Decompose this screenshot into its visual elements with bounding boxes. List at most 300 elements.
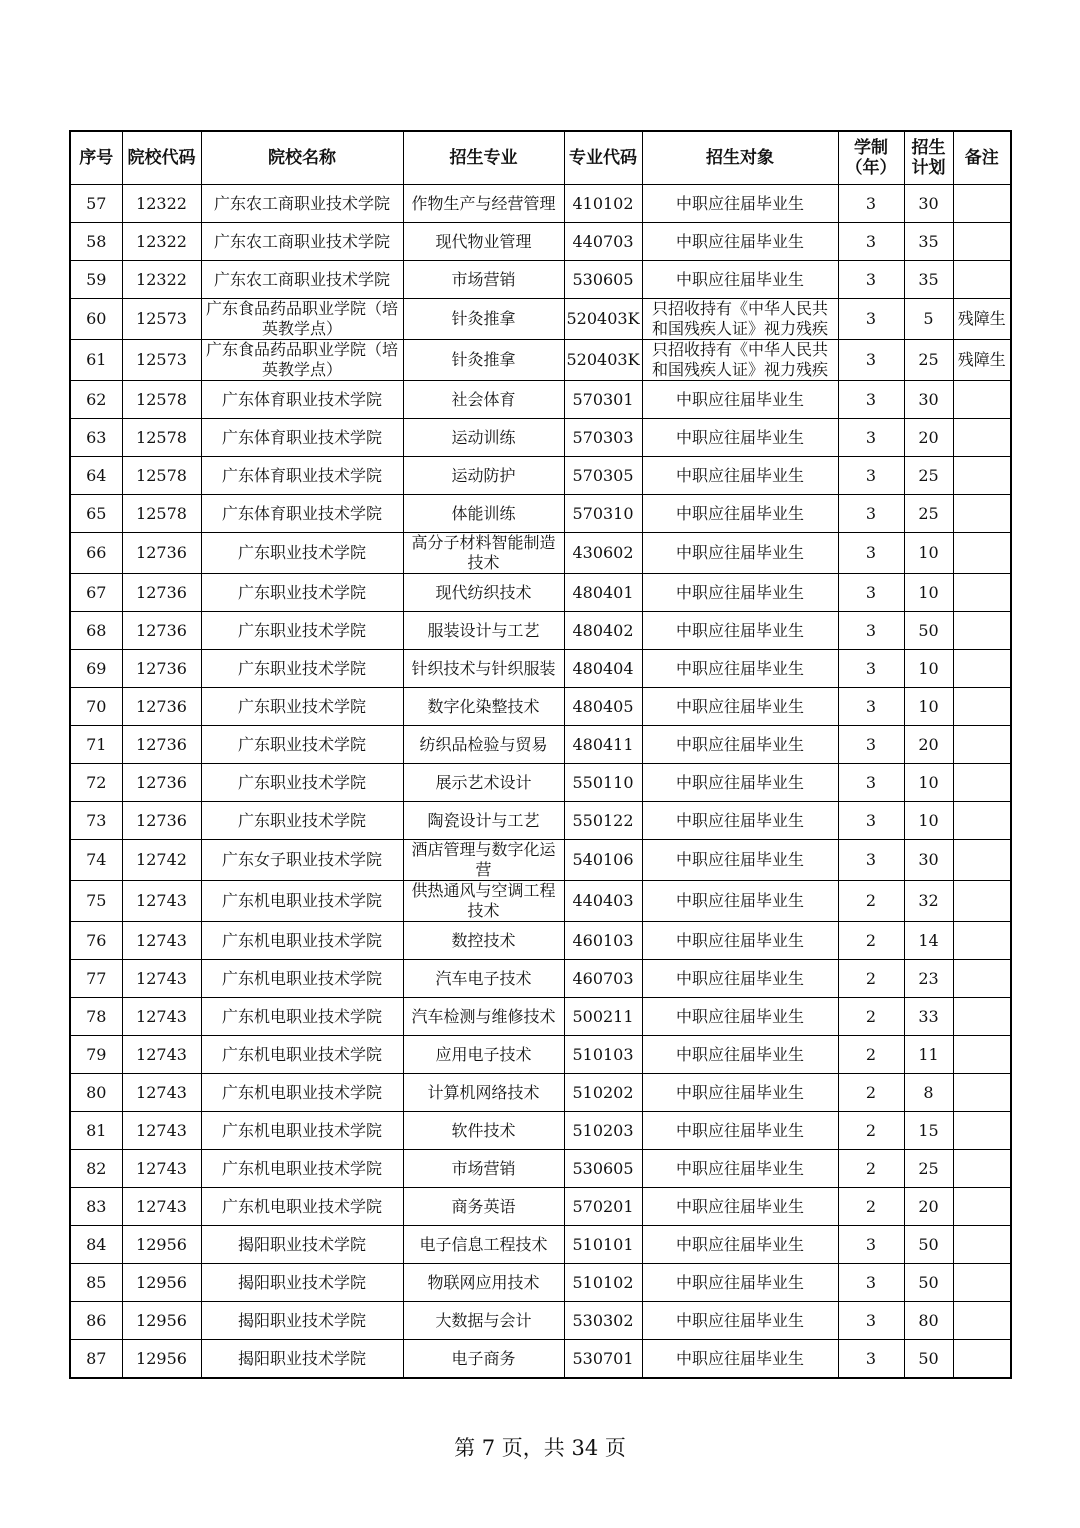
header-seq: 序号 — [70, 131, 122, 185]
header-plan — [904, 131, 953, 185]
school-name-cell: 广东体育职业技术学院 — [201, 495, 403, 533]
school-code-cell: 12743 — [122, 1074, 201, 1112]
note-cell — [953, 1226, 1011, 1264]
duration-cell: 2 — [838, 1074, 904, 1112]
duration-cell: 3 — [838, 802, 904, 840]
note-cell — [953, 922, 1011, 960]
plan-cell: 10 — [904, 764, 953, 802]
major-code-cell: 510202 — [564, 1074, 642, 1112]
major-cell: 汽车检测与维修技术 — [403, 998, 564, 1036]
note-cell: 残障生 — [953, 299, 1011, 340]
school-name-cell: 广东机电职业技术学院 — [201, 1074, 403, 1112]
major-code-cell: 520403K — [564, 340, 642, 381]
major-cell: 电子商务 — [403, 1340, 564, 1379]
major-code-cell: 570303 — [564, 419, 642, 457]
seq-cell: 62 — [70, 381, 122, 419]
target-cell: 中职应往届毕业生 — [642, 1264, 838, 1302]
table-row — [70, 1264, 1011, 1302]
table-row — [70, 419, 1011, 457]
plan-cell: 8 — [904, 1074, 953, 1112]
plan-cell: 30 — [904, 381, 953, 419]
target-cell: 中职应往届毕业生 — [642, 261, 838, 299]
school-code-cell: 12736 — [122, 574, 201, 612]
target-cell: 中职应往届毕业生 — [642, 650, 838, 688]
header-duration-line2: （年） — [845, 158, 897, 178]
seq-cell: 57 — [70, 185, 122, 223]
table-row — [70, 299, 1011, 340]
school-name-cell: 广东机电职业技术学院 — [201, 998, 403, 1036]
major-code-cell: 510101 — [564, 1226, 642, 1264]
table-row — [70, 457, 1011, 495]
plan-cell: 5 — [904, 299, 953, 340]
table-row — [70, 533, 1011, 574]
seq-cell: 87 — [70, 1340, 122, 1379]
school-name-cell: 广东职业技术学院 — [201, 650, 403, 688]
table-row — [70, 185, 1011, 223]
note-cell — [953, 1036, 1011, 1074]
note-cell — [953, 764, 1011, 802]
plan-cell: 25 — [904, 1150, 953, 1188]
school-name-cell: 广东机电职业技术学院 — [201, 960, 403, 998]
school-name-cell: 广东机电职业技术学院 — [201, 1188, 403, 1226]
major-code-cell: 480402 — [564, 612, 642, 650]
school-name-cell: 广东机电职业技术学院 — [201, 1112, 403, 1150]
table-row — [70, 223, 1011, 261]
school-name-cell: 广东机电职业技术学院 — [201, 922, 403, 960]
major-cell: 服装设计与工艺 — [403, 612, 564, 650]
target-cell: 中职应往届毕业生 — [642, 1112, 838, 1150]
table-body — [70, 185, 1011, 1379]
duration-cell: 3 — [838, 533, 904, 574]
plan-cell: 50 — [904, 1226, 953, 1264]
seq-cell: 60 — [70, 299, 122, 340]
major-code-cell: 440403 — [564, 881, 642, 922]
seq-cell: 81 — [70, 1112, 122, 1150]
duration-cell: 2 — [838, 998, 904, 1036]
duration-cell: 3 — [838, 381, 904, 419]
target-cell: 中职应往届毕业生 — [642, 612, 838, 650]
duration-cell: 2 — [838, 881, 904, 922]
note-cell — [953, 1188, 1011, 1226]
major-cell: 物联网应用技术 — [403, 1264, 564, 1302]
note-cell — [953, 802, 1011, 840]
seq-cell: 78 — [70, 998, 122, 1036]
duration-cell: 3 — [838, 764, 904, 802]
major-code-cell: 530701 — [564, 1340, 642, 1379]
major-cell: 体能训练 — [403, 495, 564, 533]
duration-cell: 3 — [838, 1340, 904, 1379]
school-name-cell: 广东农工商职业技术学院 — [201, 223, 403, 261]
plan-cell: 30 — [904, 840, 953, 881]
school-code-cell: 12743 — [122, 1150, 201, 1188]
note-cell — [953, 1074, 1011, 1112]
plan-cell: 10 — [904, 574, 953, 612]
major-cell: 酒店管理与数字化运营 — [403, 840, 564, 881]
plan-cell: 35 — [904, 223, 953, 261]
major-code-cell: 500211 — [564, 998, 642, 1036]
duration-cell: 3 — [838, 726, 904, 764]
note-cell — [953, 419, 1011, 457]
seq-cell: 68 — [70, 612, 122, 650]
table-row — [70, 650, 1011, 688]
major-code-cell: 460103 — [564, 922, 642, 960]
seq-cell: 76 — [70, 922, 122, 960]
note-cell — [953, 1112, 1011, 1150]
major-code-cell: 510102 — [564, 1264, 642, 1302]
note-cell — [953, 688, 1011, 726]
school-code-cell: 12573 — [122, 340, 201, 381]
major-code-cell: 530302 — [564, 1302, 642, 1340]
table-row — [70, 764, 1011, 802]
header-duration-line1: 学制 — [854, 138, 888, 158]
target-cell: 中职应往届毕业生 — [642, 802, 838, 840]
major-code-cell: 460703 — [564, 960, 642, 998]
school-code-cell: 12956 — [122, 1226, 201, 1264]
duration-cell: 3 — [838, 495, 904, 533]
major-cell: 市场营销 — [403, 1150, 564, 1188]
school-code-cell: 12956 — [122, 1264, 201, 1302]
seq-cell: 63 — [70, 419, 122, 457]
target-cell: 中职应往届毕业生 — [642, 457, 838, 495]
seq-cell: 71 — [70, 726, 122, 764]
school-code-cell: 12322 — [122, 223, 201, 261]
table-row — [70, 381, 1011, 419]
school-name-cell: 广东食品药品职业学院（培英教学点） — [201, 340, 403, 381]
note-cell — [953, 533, 1011, 574]
plan-cell: 11 — [904, 1036, 953, 1074]
target-cell: 中职应往届毕业生 — [642, 381, 838, 419]
seq-cell: 77 — [70, 960, 122, 998]
major-cell: 数控技术 — [403, 922, 564, 960]
note-cell — [953, 1340, 1011, 1379]
header-duration — [838, 131, 904, 185]
duration-cell: 2 — [838, 922, 904, 960]
major-code-cell: 510103 — [564, 1036, 642, 1074]
school-name-cell: 广东农工商职业技术学院 — [201, 185, 403, 223]
major-code-cell: 530605 — [564, 261, 642, 299]
major-cell: 针灸推拿 — [403, 299, 564, 340]
table-row — [70, 922, 1011, 960]
major-code-cell: 540106 — [564, 840, 642, 881]
target-cell: 只招收持有《中华人民共和国残疾人证》视力残疾 — [642, 299, 838, 340]
seq-cell: 75 — [70, 881, 122, 922]
target-cell: 中职应往届毕业生 — [642, 840, 838, 881]
target-cell: 中职应往届毕业生 — [642, 1340, 838, 1379]
note-cell — [953, 612, 1011, 650]
plan-cell: 25 — [904, 457, 953, 495]
school-name-cell: 广东体育职业技术学院 — [201, 457, 403, 495]
major-code-cell: 570310 — [564, 495, 642, 533]
duration-cell: 2 — [838, 1150, 904, 1188]
table-row — [70, 1226, 1011, 1264]
target-cell: 中职应往届毕业生 — [642, 688, 838, 726]
school-name-cell: 广东机电职业技术学院 — [201, 881, 403, 922]
plan-cell: 50 — [904, 1264, 953, 1302]
target-cell: 中职应往届毕业生 — [642, 223, 838, 261]
major-cell: 商务英语 — [403, 1188, 564, 1226]
duration-cell: 3 — [838, 457, 904, 495]
plan-cell: 20 — [904, 419, 953, 457]
target-cell: 只招收持有《中华人民共和国残疾人证》视力残疾 — [642, 340, 838, 381]
major-code-cell: 410102 — [564, 185, 642, 223]
major-cell: 供热通风与空调工程技术 — [403, 881, 564, 922]
duration-cell: 3 — [838, 612, 904, 650]
school-code-cell: 12743 — [122, 1036, 201, 1074]
seq-cell: 65 — [70, 495, 122, 533]
school-name-cell: 广东职业技术学院 — [201, 533, 403, 574]
seq-cell: 59 — [70, 261, 122, 299]
seq-cell: 64 — [70, 457, 122, 495]
target-cell: 中职应往届毕业生 — [642, 185, 838, 223]
school-name-cell: 广东职业技术学院 — [201, 764, 403, 802]
major-code-cell: 530605 — [564, 1150, 642, 1188]
target-cell: 中职应往届毕业生 — [642, 922, 838, 960]
header-school-code: 院校代码 — [122, 131, 201, 185]
school-code-cell: 12736 — [122, 533, 201, 574]
school-name-cell: 广东职业技术学院 — [201, 574, 403, 612]
major-code-cell: 440703 — [564, 223, 642, 261]
school-name-cell: 广东机电职业技术学院 — [201, 1150, 403, 1188]
major-code-cell: 510203 — [564, 1112, 642, 1150]
seq-cell: 73 — [70, 802, 122, 840]
plan-cell: 35 — [904, 261, 953, 299]
plan-cell: 33 — [904, 998, 953, 1036]
school-name-cell: 广东职业技术学院 — [201, 612, 403, 650]
table-row — [70, 1340, 1011, 1379]
table-row — [70, 998, 1011, 1036]
plan-cell: 23 — [904, 960, 953, 998]
school-code-cell: 12743 — [122, 922, 201, 960]
school-code-cell: 12322 — [122, 185, 201, 223]
school-name-cell: 广东体育职业技术学院 — [201, 419, 403, 457]
major-cell: 软件技术 — [403, 1112, 564, 1150]
major-cell: 针灸推拿 — [403, 340, 564, 381]
school-name-cell: 揭阳职业技术学院 — [201, 1226, 403, 1264]
header-plan-line2: 计划 — [911, 158, 946, 178]
duration-cell: 2 — [838, 1036, 904, 1074]
major-cell: 陶瓷设计与工艺 — [403, 802, 564, 840]
school-code-cell: 12736 — [122, 612, 201, 650]
target-cell: 中职应往届毕业生 — [642, 998, 838, 1036]
note-cell — [953, 185, 1011, 223]
seq-cell: 79 — [70, 1036, 122, 1074]
target-cell: 中职应往届毕业生 — [642, 533, 838, 574]
note-cell — [953, 840, 1011, 881]
school-code-cell: 12743 — [122, 881, 201, 922]
plan-cell: 10 — [904, 802, 953, 840]
school-code-cell: 12743 — [122, 960, 201, 998]
plan-cell: 15 — [904, 1112, 953, 1150]
duration-cell: 3 — [838, 299, 904, 340]
major-cell: 数字化染整技术 — [403, 688, 564, 726]
school-code-cell: 12743 — [122, 998, 201, 1036]
note-cell — [953, 223, 1011, 261]
major-cell: 纺织品检验与贸易 — [403, 726, 564, 764]
school-code-cell: 12742 — [122, 840, 201, 881]
table-row — [70, 1036, 1011, 1074]
major-cell: 现代物业管理 — [403, 223, 564, 261]
major-code-cell: 550110 — [564, 764, 642, 802]
seq-cell: 86 — [70, 1302, 122, 1340]
note-cell — [953, 960, 1011, 998]
target-cell: 中职应往届毕业生 — [642, 1074, 838, 1112]
school-name-cell: 揭阳职业技术学院 — [201, 1302, 403, 1340]
duration-cell: 3 — [838, 185, 904, 223]
table-row — [70, 960, 1011, 998]
seq-cell: 85 — [70, 1264, 122, 1302]
duration-cell: 2 — [838, 1188, 904, 1226]
school-code-cell: 12578 — [122, 419, 201, 457]
major-cell: 计算机网络技术 — [403, 1074, 564, 1112]
seq-cell: 74 — [70, 840, 122, 881]
duration-cell: 2 — [838, 960, 904, 998]
header-plan-line1: 招生 — [911, 138, 946, 158]
target-cell: 中职应往届毕业生 — [642, 1150, 838, 1188]
school-code-cell: 12578 — [122, 381, 201, 419]
duration-cell: 3 — [838, 340, 904, 381]
seq-cell: 84 — [70, 1226, 122, 1264]
duration-cell: 2 — [838, 1112, 904, 1150]
target-cell: 中职应往届毕业生 — [642, 1226, 838, 1264]
duration-cell: 3 — [838, 1302, 904, 1340]
plan-cell: 80 — [904, 1302, 953, 1340]
major-code-cell: 570301 — [564, 381, 642, 419]
note-cell — [953, 1264, 1011, 1302]
plan-cell: 50 — [904, 612, 953, 650]
table-row — [70, 1302, 1011, 1340]
duration-cell: 3 — [838, 1264, 904, 1302]
duration-cell: 3 — [838, 840, 904, 881]
target-cell: 中职应往届毕业生 — [642, 1036, 838, 1074]
plan-cell: 10 — [904, 688, 953, 726]
school-name-cell: 广东体育职业技术学院 — [201, 381, 403, 419]
school-name-cell: 广东食品药品职业学院（培英教学点） — [201, 299, 403, 340]
target-cell: 中职应往届毕业生 — [642, 574, 838, 612]
seq-cell: 82 — [70, 1150, 122, 1188]
target-cell: 中职应往届毕业生 — [642, 1188, 838, 1226]
enrollment-table — [69, 130, 1012, 1379]
table-header-row — [70, 131, 1011, 185]
table-row — [70, 881, 1011, 922]
major-code-cell: 480405 — [564, 688, 642, 726]
school-name-cell: 广东职业技术学院 — [201, 726, 403, 764]
table-row — [70, 340, 1011, 381]
target-cell: 中职应往届毕业生 — [642, 419, 838, 457]
plan-cell: 10 — [904, 650, 953, 688]
major-cell: 市场营销 — [403, 261, 564, 299]
school-name-cell: 广东机电职业技术学院 — [201, 1036, 403, 1074]
major-cell: 针织技术与针织服装 — [403, 650, 564, 688]
major-cell: 汽车电子技术 — [403, 960, 564, 998]
header-target: 招生对象 — [642, 131, 838, 185]
target-cell: 中职应往届毕业生 — [642, 726, 838, 764]
school-name-cell: 揭阳职业技术学院 — [201, 1264, 403, 1302]
major-cell: 高分子材料智能制造技术 — [403, 533, 564, 574]
duration-cell: 3 — [838, 574, 904, 612]
plan-cell: 14 — [904, 922, 953, 960]
major-code-cell: 570305 — [564, 457, 642, 495]
header-major-code: 专业代码 — [564, 131, 642, 185]
duration-cell: 3 — [838, 688, 904, 726]
school-code-cell: 12322 — [122, 261, 201, 299]
target-cell: 中职应往届毕业生 — [642, 960, 838, 998]
note-cell — [953, 381, 1011, 419]
plan-cell: 20 — [904, 1188, 953, 1226]
duration-cell: 3 — [838, 1226, 904, 1264]
header-note: 备注 — [953, 131, 1011, 185]
plan-cell: 50 — [904, 1340, 953, 1379]
table-row — [70, 802, 1011, 840]
table-row — [70, 261, 1011, 299]
table-row — [70, 1188, 1011, 1226]
major-code-cell: 480411 — [564, 726, 642, 764]
seq-cell: 58 — [70, 223, 122, 261]
plan-cell: 25 — [904, 340, 953, 381]
major-cell: 运动训练 — [403, 419, 564, 457]
school-code-cell: 12736 — [122, 688, 201, 726]
note-cell — [953, 1150, 1011, 1188]
plan-cell: 20 — [904, 726, 953, 764]
duration-cell: 3 — [838, 261, 904, 299]
note-cell — [953, 457, 1011, 495]
school-code-cell: 12578 — [122, 495, 201, 533]
table-row — [70, 1150, 1011, 1188]
note-cell — [953, 650, 1011, 688]
major-cell: 现代纺织技术 — [403, 574, 564, 612]
school-code-cell: 12736 — [122, 802, 201, 840]
table-row — [70, 495, 1011, 533]
major-code-cell: 550122 — [564, 802, 642, 840]
table-row — [70, 574, 1011, 612]
major-cell: 大数据与会计 — [403, 1302, 564, 1340]
target-cell: 中职应往届毕业生 — [642, 764, 838, 802]
school-name-cell: 广东职业技术学院 — [201, 688, 403, 726]
table-row — [70, 1112, 1011, 1150]
table-row — [70, 840, 1011, 881]
school-code-cell: 12956 — [122, 1340, 201, 1379]
major-code-cell: 570201 — [564, 1188, 642, 1226]
table-row — [70, 1074, 1011, 1112]
seq-cell: 61 — [70, 340, 122, 381]
seq-cell: 72 — [70, 764, 122, 802]
school-code-cell: 12743 — [122, 1188, 201, 1226]
school-name-cell: 广东农工商职业技术学院 — [201, 261, 403, 299]
plan-cell: 10 — [904, 533, 953, 574]
school-name-cell: 广东女子职业技术学院 — [201, 840, 403, 881]
note-cell — [953, 495, 1011, 533]
major-cell: 运动防护 — [403, 457, 564, 495]
major-cell: 社会体育 — [403, 381, 564, 419]
page-number: 第 7 页，共 34 页 — [454, 1436, 626, 1460]
school-code-cell: 12956 — [122, 1302, 201, 1340]
table-row — [70, 688, 1011, 726]
seq-cell: 66 — [70, 533, 122, 574]
major-code-cell: 480404 — [564, 650, 642, 688]
table-row — [70, 612, 1011, 650]
school-name-cell: 揭阳职业技术学院 — [201, 1340, 403, 1379]
school-code-cell: 12573 — [122, 299, 201, 340]
note-cell — [953, 881, 1011, 922]
target-cell: 中职应往届毕业生 — [642, 881, 838, 922]
school-code-cell: 12743 — [122, 1112, 201, 1150]
note-cell — [953, 1302, 1011, 1340]
plan-cell: 25 — [904, 495, 953, 533]
table-row — [70, 726, 1011, 764]
seq-cell: 83 — [70, 1188, 122, 1226]
major-code-cell: 520403K — [564, 299, 642, 340]
duration-cell: 3 — [838, 419, 904, 457]
duration-cell: 3 — [838, 223, 904, 261]
